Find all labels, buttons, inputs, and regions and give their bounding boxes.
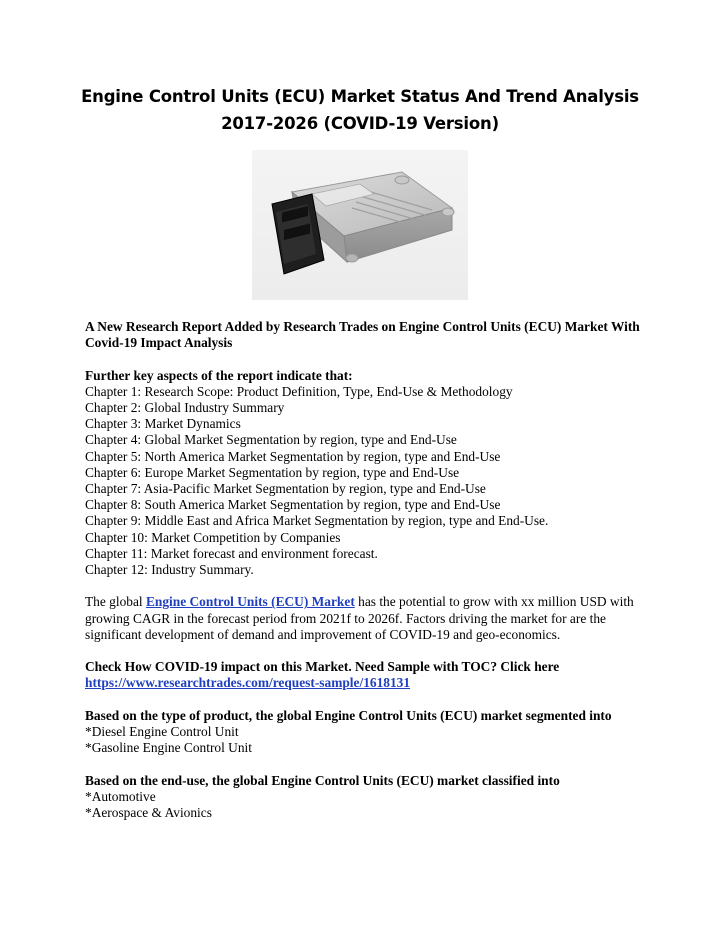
ecu-illustration bbox=[252, 150, 468, 300]
chapter-item: Chapter 3: Market Dynamics bbox=[85, 416, 241, 432]
chapter-item: Chapter 9: Middle East and Africa Market Segmentation by region, type and End-Use. bbox=[85, 513, 549, 529]
sample-request-link[interactable]: https://www.researchtrades.com/request-sample/1618131 bbox=[85, 675, 411, 691]
market-paragraph bbox=[85, 594, 650, 643]
chapter-item: Chapter 4: Global Market Segmentation by region, type and End-Use bbox=[85, 432, 457, 448]
page-title: Engine Control Units (ECU) Market Status And Trend Analysis 2017-2026 (COVID-19 Version) bbox=[81, 87, 639, 133]
enduse-item: *Aerospace & Avionics bbox=[85, 805, 212, 821]
sample-cta: Check How COVID-19 impact on this Market. Need Sample with TOC? Click here bbox=[85, 659, 560, 675]
aspects-heading: Further key aspects of the report indicate that: bbox=[85, 367, 353, 383]
intro-heading: A New Research Report Added by Research Trades on Engine Control Units (ECU) Market With Covid-19 Impact Analysis bbox=[85, 319, 640, 351]
chapter-item: Chapter 10: Market Competition by Companies bbox=[85, 529, 341, 545]
type-item: *Gasoline Engine Control Unit bbox=[85, 740, 252, 756]
chapter-item: Chapter 12: Industry Summary. bbox=[85, 562, 254, 578]
chapter-item: Chapter 11: Market forecast and environment forecast. bbox=[85, 545, 378, 561]
chapter-item: Chapter 5: North America Market Segmentation by region, type and End-Use bbox=[85, 448, 501, 464]
market-paragraph-suffix: has the potential to grow with xx million USD with growing CAGR in the forecast period from 2021f to 2026f. Factors driving the market for are the significant development of demand and improvement of COVID-19 and geo-economics. bbox=[85, 594, 634, 642]
chapter-item: Chapter 7: Asia-Pacific Market Segmentation by region, type and End-Use bbox=[85, 481, 486, 497]
report-body bbox=[85, 319, 650, 821]
type-segment-heading: Based on the type of product, the global Engine Control Units (ECU) market segmented into bbox=[85, 707, 612, 723]
chapter-item: Chapter 2: Global Industry Summary bbox=[85, 400, 285, 415]
market-paragraph-prefix: The global bbox=[85, 594, 146, 610]
type-item: *Diesel Engine Control Unit bbox=[85, 724, 239, 740]
enduse-item: *Automotive bbox=[85, 788, 156, 804]
chapter-item: Chapter 6: Europe Market Segmentation by region, type and End-Use bbox=[85, 464, 460, 480]
chapter-list bbox=[85, 384, 650, 578]
market-report-link[interactable]: Engine Control Units (ECU) Market bbox=[145, 594, 355, 610]
chapter-item: Chapter 1: Research Scope: Product Definition, Type, End-Use & Methodology bbox=[85, 383, 513, 399]
enduse-segment-heading: Based on the end-use, the global Engine Control Units (ECU) market classified into bbox=[85, 772, 560, 788]
chapter-item: Chapter 8: South America Market Segmentation by region, type and End-Use bbox=[85, 497, 501, 513]
ecu-product-image bbox=[252, 150, 468, 300]
